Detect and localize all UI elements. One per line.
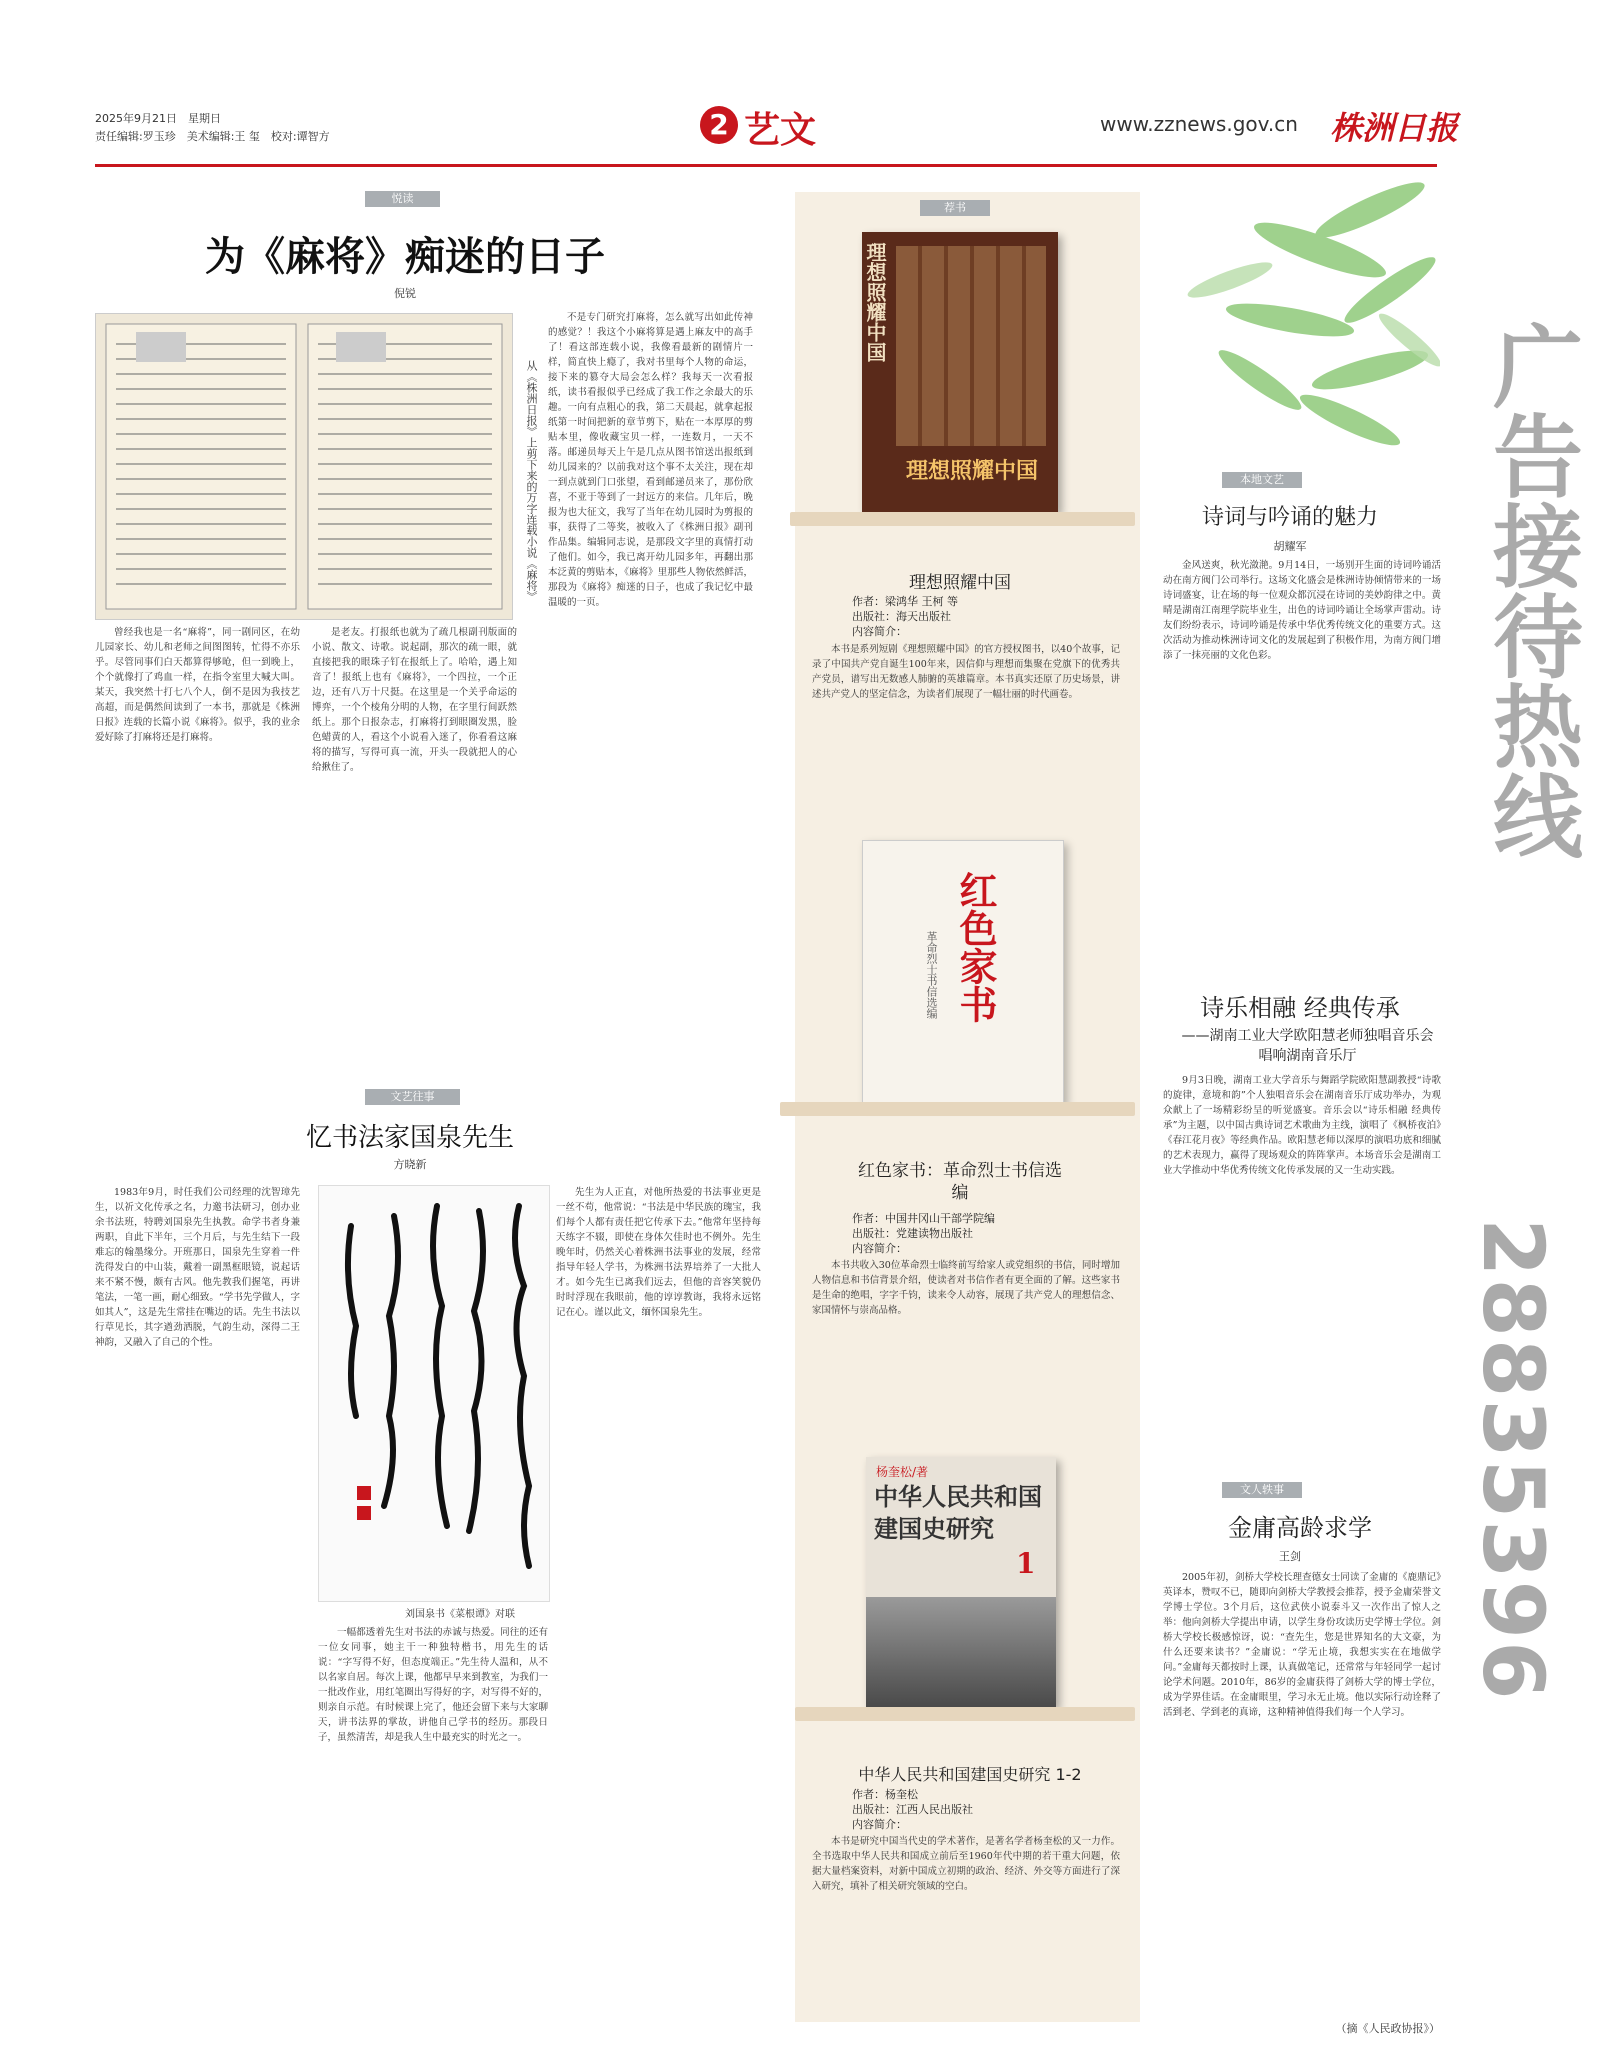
hotline-number-wrap [1465,1080,1585,1830]
bamboo-illustration [1170,170,1440,460]
tag-reading: 悦读 [365,191,440,207]
jinyong-title: 金庸高龄求学 [1228,1514,1372,1542]
masthead-logo: 株洲日报 [1330,109,1459,147]
music-title: 诗乐相融 经典传承 [1200,994,1400,1022]
calligraphy-col-2: 一幅都透着先生对书法的赤诚与热爱。同往的还有一位女同事，她主干一种独特楷书，用先生的话说：“字写得不好，但态度端正。”先生待人温和，从不以名家自居。每次上课，他都早早来到教室，为我们一一批改作业，用红笔圈出写得好的字，对写得不好的，则亲自示范。有时候课上完了，他还会留下来与大家聊天，讲书法界的掌故，讲他自己学书的经历。那段日子，虽然清苦，却是我人生中最充实的时光之一。 [318,1627,548,1743]
tag-art-memory: 文艺往事 [365,1089,460,1105]
site-url[interactable]: www.zznews.gov.cn [1100,112,1298,136]
clipping-illustration [96,314,512,619]
book2-intro-label: 内容简介： [852,1242,907,1255]
calligraphy-artwork [318,1185,550,1602]
book2-cover-subtitle: 革命烈士书信选编 [925,931,938,1019]
clipping-caption: 从《株洲日报》上剪下来的万字连载小说《麻将》 [525,360,538,602]
mahjong-col-2: 是老友。打报纸也就为了疏几根副刊版面的小说、散文、诗歌。说起副，那次的疏一眼，就直接把我的眼珠子钉在报纸上了。哈哈，遇上知音了！报纸上也有《麻将》，一个四拉，一个正边，还有八万十尺挺。在这里是一个关乎命运的博弈，一个个棱角分明的人物，在字里行间跃然纸上。那个日报杂志，打麻将打到眼圈发黑，脸色蜡黄的人，看这个小说看入迷了，你看看这麻将的描写，写得可真一流，开头一段就把人的心给揪住了。 [312,627,517,773]
page-number-badge: 2 [700,106,738,144]
book2-title: 红色家书：革命烈士书信选编 [858,1161,1062,1203]
mahjong-title: 为《麻将》痴迷的日子 [205,233,605,280]
hotline-number: 28835396 [1464,1218,1562,1702]
book1-publisher: 出版社：海天出版社 [852,610,951,623]
poetry-body: 金风送爽，秋光潋滟。9月14日，一场别开生面的诗词吟诵活动在南方阀门公司举行。这场文化盛会是株洲诗协倾情带来的一场诗词盛宴，让在场的每一位观众都沉浸在诗词的美妙韵律之中。黄晴是湖南江南理学院毕业生，出色的诗词吟诵让全场掌声雷动。诗友们纷纷表示，诗词吟诵是传承中华优秀传统文化的重要方式。这次活动为推动株洲诗词文化的发展起到了积极作用，为南方阀门增添了一抹亮丽的文化色彩。 [1163,560,1441,661]
jinyong-author: 王剑 [1279,1550,1301,1563]
book3-cover-author: 杨奎松/著 [876,1465,929,1479]
music-subtitle: ——湖南工业大学欧阳慧老师独唱音乐会唱响湖南音乐厅 [1181,1028,1434,1064]
shelf-1 [790,512,1135,526]
section-title: 艺文 [744,110,817,151]
jinyong-source: （摘《人民政协报》） [1335,2022,1440,2035]
calligraphy-col-3: 先生为人正直，对他所热爱的书法事业更是一丝不苟，他常说：“书法是中华民族的瑰宝，我们每个人都有责任把它传承下去。”他常年坚持每天练字不辍，即使在身体欠佳时也不例外。先生晚年时，仍然关心着株洲书法事业的发展，经常指导年轻人学书，为株洲书法界培养了一大批人才。如今先生已离我们远去，但他的音容笑貌仍时时浮现在我眼前，他的谆谆教诲，我将永远铭记在心。谨以此文，缅怀国泉先生。 [556,1187,761,1318]
shelf-2 [780,1102,1135,1116]
tag-local-art: 本地文艺 [1222,472,1302,488]
book3-author: 作者：杨奎松 [852,1788,918,1801]
book1-cover[interactable] [862,232,1058,512]
calligraphy-strokes [319,1186,549,1601]
book1-author: 作者：梁鸿华 王柯 等 [852,595,958,608]
tag-recommend: 荐书 [920,200,990,216]
editor-credits: 责任编辑:罗玉珍 美术编辑:王 玺 校对:谭智方 [95,130,330,143]
book2-intro: 本书共收入30位革命烈士临终前写给家人或党组织的书信，同时增加人物信息和书信背景介绍，使读者对书信作者有更全面的了解。这些家书是生命的绝唱，字字千钧，读来令人动容，展现了共产党人的理想信念、家国情怀与崇高品格。 [812,1260,1120,1316]
clipping-photo [95,313,513,620]
book3-cover-photo [866,1597,1056,1707]
book3-intro-label: 内容简介： [852,1818,907,1831]
mahjong-author: 倪锐 [394,287,416,300]
book3-cover[interactable] [866,1457,1056,1707]
jinyong-body: 2005年初，剑桥大学校长理查德女士同读了金庸的《鹿鼎记》英译本，赞叹不已，随即向剑桥大学教授会推荐，授予金庸荣誉文学博士学位。3个月后，这位武侠小说泰斗又一次作出了惊人之举：他向剑桥大学提出申请，以学生身份攻读历史学博士学位。剑桥大学校长极感惊讶，说：“查先生，您是世界知名的大文豪，为什么还要来读书？”金庸说：“学无止境，我想实实在在地做学问。”金庸每天都按时上课，认真做笔记，还常常与年轻同学一起讨论学术问题。2010年，86岁的金庸获得了剑桥大学的博士学位，成为学界佳话。在金庸眼里，学习永无止境。他以实际行动诠释了活到老、学到老的真谛，这种精神值得我们每一个人学习。 [1163,1572,1441,1718]
issue-date: 2025年9月21日 星期日 [95,112,221,125]
calligraphy-author: 方晓新 [393,1158,427,1171]
book3-cover-title: 中华人民共和国建国史研究 [874,1482,1042,1543]
mahjong-col-1: 曾经我也是一名“麻将”，同一剧同区，在幼儿园家长、幼儿和老师之间图图转，忙得不亦乐乎。尽管同事们白天都算得够呛，但一到晚上，个个就像打了鸡血一样，在指令室里大喊大叫。某天，我突然十打七八个人，倒不是因为我技艺高超，而是偶然间读到了一本书，那就是《株洲日报》连载的长篇小说《麻将》。似乎，我的业余爱好除了打麻将还是打麻将。 [95,627,300,743]
book1-intro-label: 内容简介： [852,625,907,638]
hotline-label [1473,210,1583,860]
book1-intro: 本书是系列短剧《理想照耀中国》的官方授权图书，以40个故事，记录了中国共产党自诞生100年来，因信仰与理想而集聚在党旗下的优秀共产党员，谱写出无数感人肺腑的英雄篇章。本书真实还原了历史场景，讲述共产党人的坚定信念，为读者们展现了一幅壮丽的时代画卷。 [812,644,1120,700]
book2-cover-title: 红色家书 [953,871,998,1023]
book1-cover-title: 理想照耀中国 [905,458,1038,484]
calligraphy-col-1: 1983年9月，时任我们公司经理的沈智璋先生，以祈文化传承之名，力邀书法研习，创办业余书法班，特聘刘国泉先生执教。命学书者身兼两职，自此下半年，三个月后，与先生结下一段难忘的翰墨缘分。开班那日，国泉先生穿着一件洗得发白的中山装，戴着一副黑框眼镜，说起话来不紧不慢，颇有古风。他先教我们握笔，再讲笔法，一笔一画，耐心细致。“学书先学做人，字如其人”，这是先生常挂在嘴边的话。先生书法以行草见长，其字遒劲洒脱，气韵生动，深得二王神韵，又融入了自己的个性。 [95,1187,300,1348]
mahjong-col-3: 不是专门研究打麻将，怎么就写出如此传神的感觉？！我这个小麻将算是遇上麻友中的高手了！看这部连载小说，我像看最新的剧情片一样，简直快上瘾了，我对书里每个人物的命运，接下来的篡夺大局会怎么样？我每天一次看报纸，读书看报似乎已经成了我工作之余最大的乐趣。一向有点粗心的我，第二天晨起，就拿起报纸第一时间把新的章节剪下，贴在一本厚厚的剪贴本里，像收藏宝贝一样，一连数月，一天不落。邮递员每天上午是几点从图书馆送出报纸到幼儿园来的？以前我对这个事不太关注，现在却一到点就到门口张望，看到邮递员来了，那份欣喜，不亚于等到了一封远方的来信。几年后，晚报为也大征文，我写了当年在幼儿园时为剪报的事，获得了二等奖，被收入了《株洲日报》副刊作品集。编辑同志说，是那段文字里的真情打动了他们。如今，我已离开幼儿园多年，再翻出那本泛黄的剪贴本，《麻将》里那些人物依然鲜活，那段为《麻将》痴迷的日子，也成了我记忆中最温暖的一页。 [548,312,753,608]
book1-portraits [896,246,1046,446]
tag-literati-anecdote: 文人轶事 [1222,1482,1302,1498]
music-body: 9月3日晚，湖南工业大学音乐与舞蹈学院欧阳慧副教授“诗歌的旋律，意境和韵”个人独唱音乐会在湖南音乐厅成功举办，为观众献上了一场精彩纷呈的听觉盛宴。音乐会以“诗乐相融 经典传承”为主题，以中国古典诗词艺术歌曲为主线，演唱了《枫桥夜泊》《春江花月夜》等经典作品。欧阳慧老师以深厚的演唱功底和细腻的艺术表现力，赢得了现场观众的阵阵掌声。本场音乐会是湖南工业大学推动中华优秀传统文化传承发展的又一生动实践。 [1163,1075,1441,1176]
book1-spine-title: 理想照耀中国 [863,242,887,362]
book1-title: 理想照耀中国 [909,573,1011,593]
book2-publisher: 出版社：党建读物出版社 [852,1227,973,1240]
book3-intro: 本书是研究中国当代史的学术著作，是著名学者杨奎松的又一力作。全书选取中华人民共和国成立前后至1960年代中期的若干重大问题，依据大量档案资料，对新中国成立初期的政治、经济、外交等方面进行了深入研究，填补了相关研究领域的空白。 [812,1836,1120,1892]
book2-cover[interactable] [862,840,1064,1104]
hotline-text: 广告接待热线 [1477,320,1582,860]
book3-cover-number: 1 [1016,1547,1036,1580]
header-rule [95,164,1437,167]
poetry-author: 胡耀军 [1273,540,1307,553]
calligraphy-image-caption: 刘国泉书《菜根谭》对联 [405,1609,515,1620]
shelf-3 [795,1707,1135,1721]
poetry-title: 诗词与吟诵的魅力 [1201,505,1378,530]
book3-title: 中华人民共和国建国史研究 1-2 [858,1765,1082,1784]
book2-author: 作者：中国井冈山干部学院编 [852,1212,995,1225]
book3-publisher: 出版社：江西人民出版社 [852,1803,973,1816]
calligraphy-title: 忆书法家国泉先生 [305,1123,514,1153]
